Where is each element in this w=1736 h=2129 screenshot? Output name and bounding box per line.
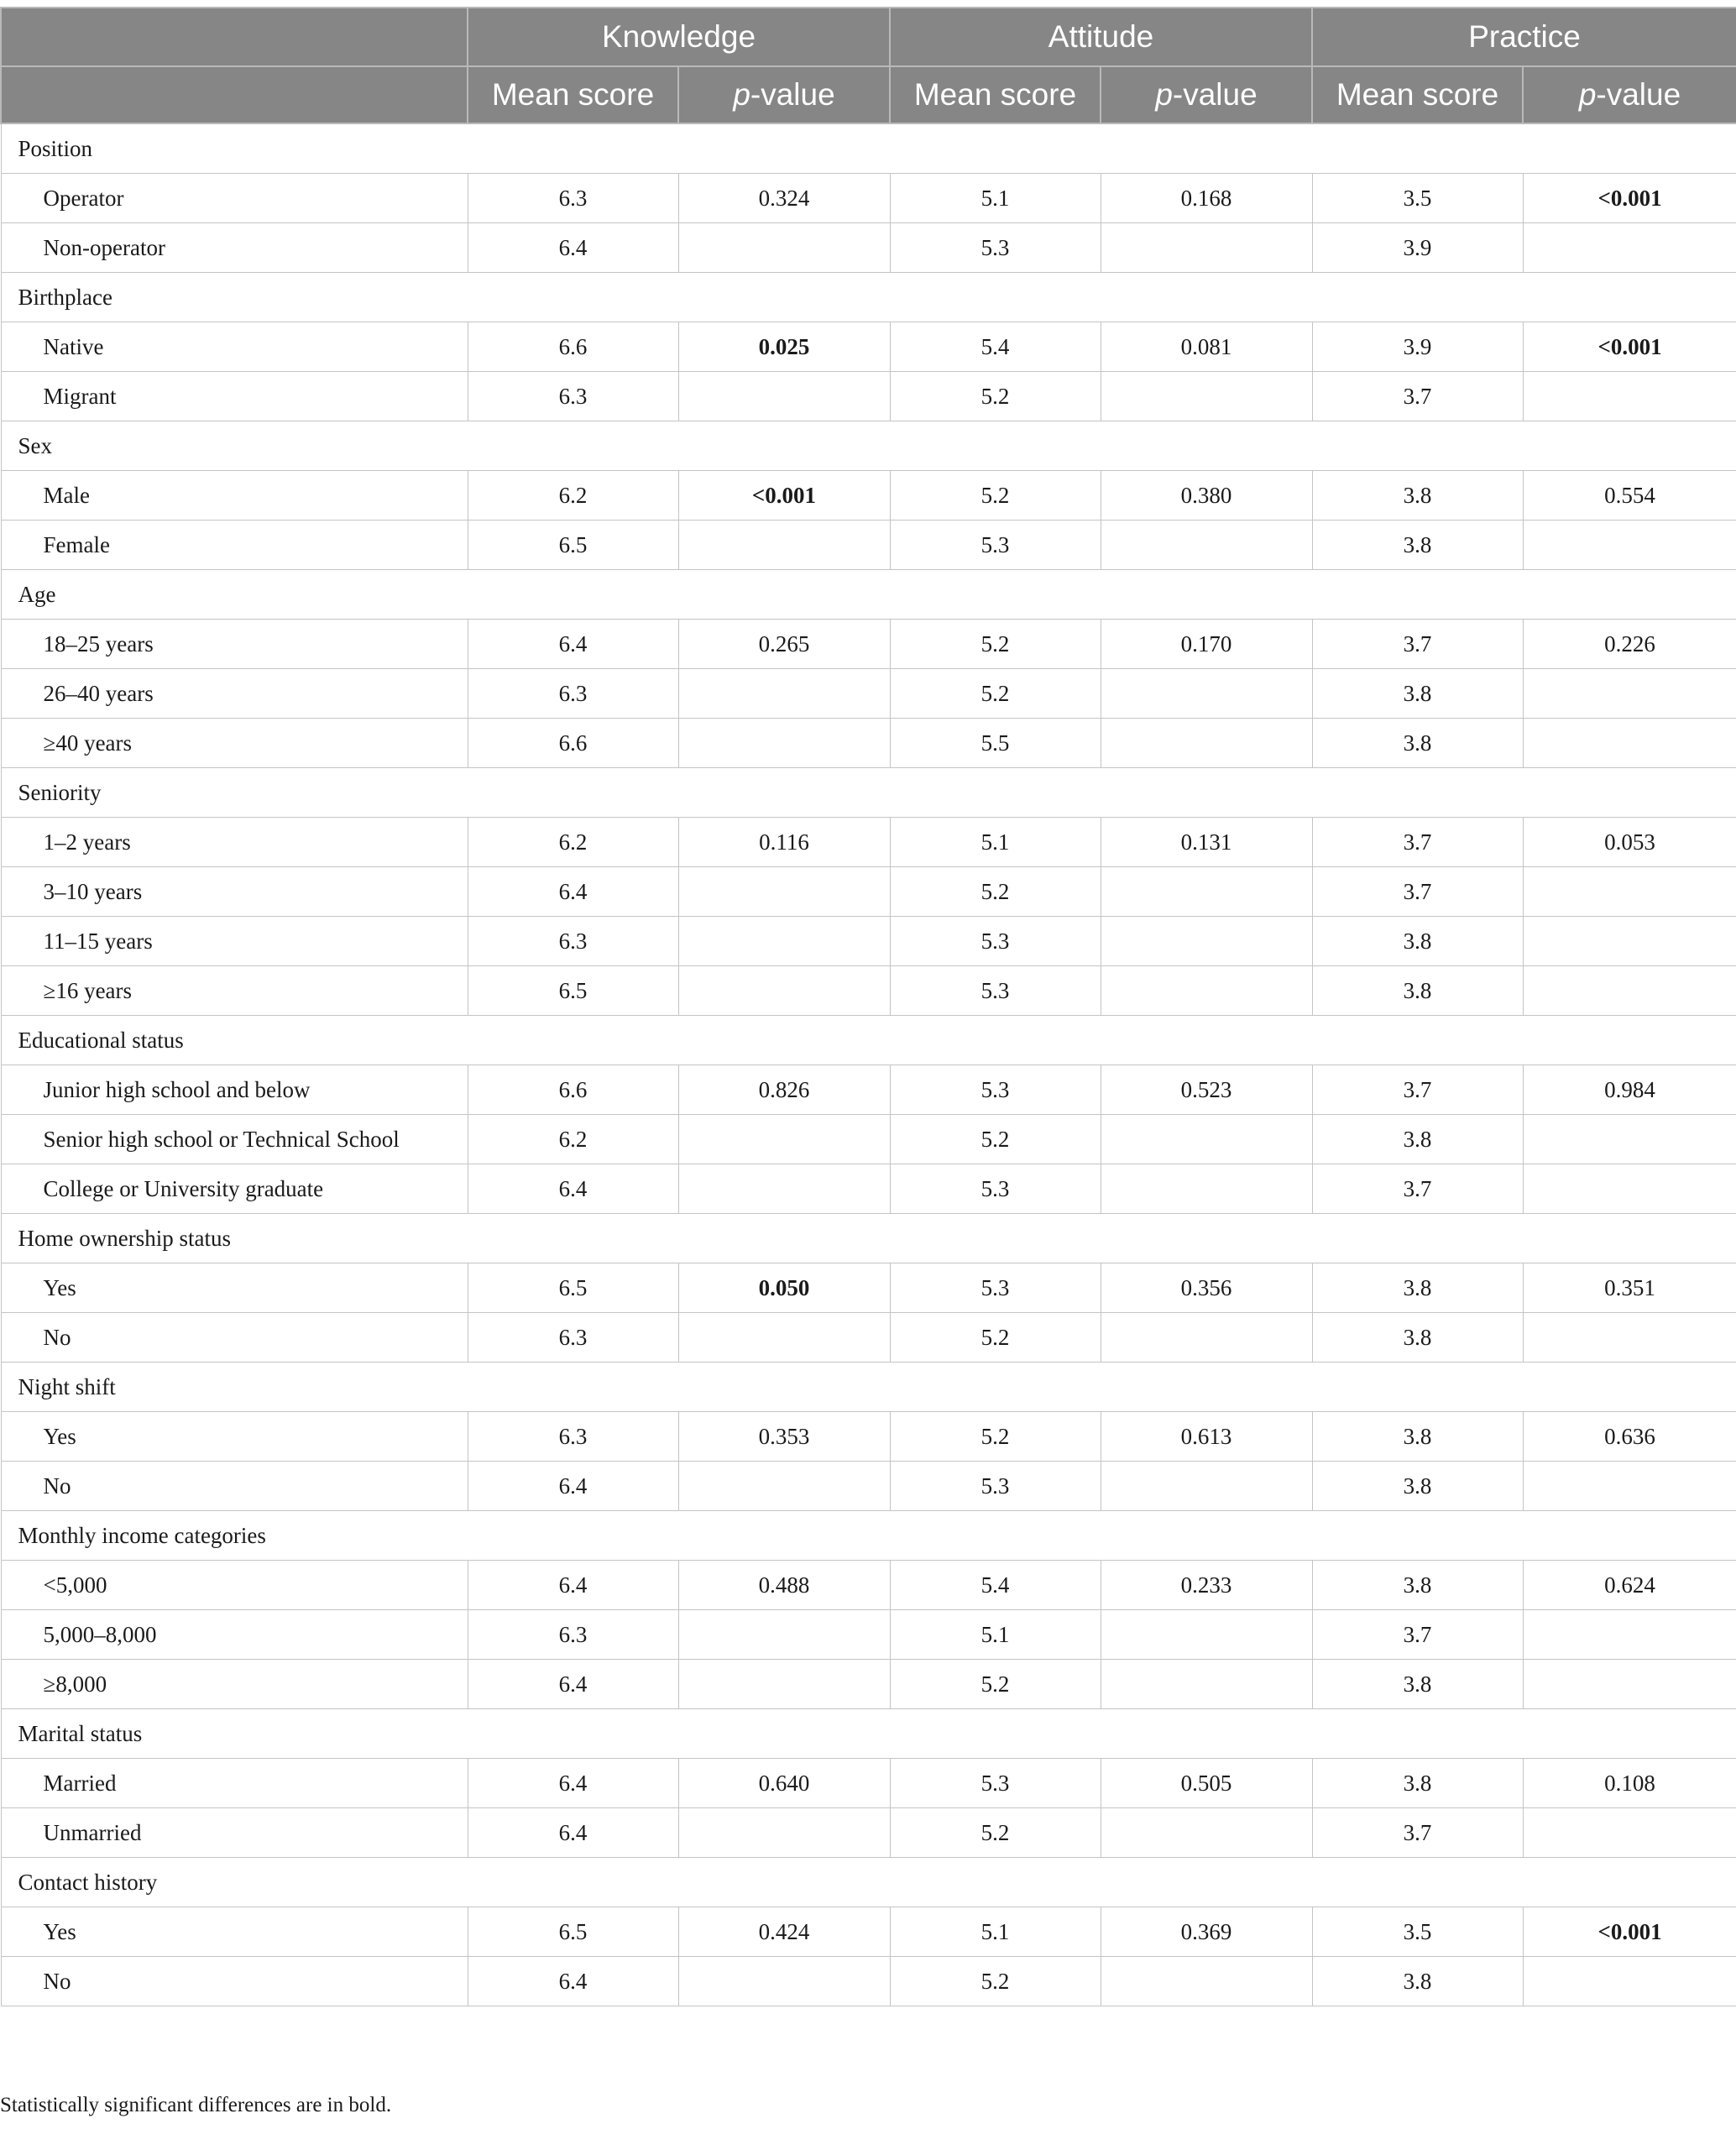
table-row — [1, 1610, 1736, 1660]
group-header-row — [1, 273, 1736, 322]
knowledge-mean-cell: 6.5 — [468, 1263, 678, 1313]
practice-pvalue-cell — [1523, 1660, 1736, 1709]
table-row — [1, 322, 1736, 372]
practice-mean-cell: 3.8 — [1312, 1660, 1523, 1709]
table-row — [1, 669, 1736, 719]
row-label: 11–15 years — [1, 917, 468, 966]
attitude-pvalue-cell: 0.523 — [1101, 1065, 1312, 1115]
table-row — [1, 1115, 1736, 1164]
practice-mean-cell: 3.8 — [1312, 966, 1523, 1016]
header-knowledge: Knowledge — [468, 8, 890, 66]
group-header-row — [1, 421, 1736, 471]
knowledge-mean-cell: 6.3 — [468, 1313, 678, 1363]
practice-mean-cell: 3.5 — [1312, 174, 1523, 223]
attitude-mean-cell: 5.3 — [890, 1462, 1101, 1511]
attitude-pvalue-cell — [1101, 1313, 1312, 1363]
attitude-mean-cell: 5.3 — [890, 917, 1101, 966]
knowledge-mean-cell: 6.4 — [468, 1561, 678, 1610]
attitude-mean-cell: 5.2 — [890, 1808, 1101, 1858]
knowledge-pvalue-cell: 0.826 — [678, 1065, 890, 1115]
group-header-row — [1, 768, 1736, 818]
practice-mean-cell: 3.7 — [1312, 818, 1523, 867]
row-label: Yes — [1, 1263, 468, 1313]
knowledge-pvalue-cell — [678, 966, 890, 1016]
knowledge-pvalue-cell: <0.001 — [678, 471, 890, 520]
knowledge-pvalue-cell: 0.324 — [678, 174, 890, 223]
practice-mean-cell: 3.7 — [1312, 1610, 1523, 1660]
attitude-mean-cell: 5.2 — [890, 1412, 1101, 1462]
table-row — [1, 867, 1736, 917]
group-header-row — [1, 1214, 1736, 1263]
knowledge-pvalue-cell: 0.424 — [678, 1907, 890, 1957]
header-practice-mean: Mean score — [1312, 66, 1523, 123]
practice-mean-cell: 3.8 — [1312, 719, 1523, 768]
knowledge-pvalue-cell — [678, 1313, 890, 1363]
attitude-mean-cell: 5.1 — [890, 1610, 1101, 1660]
header-knowledge-pvalue — [678, 66, 890, 123]
attitude-pvalue-cell: 0.168 — [1101, 174, 1312, 223]
knowledge-mean-cell: 6.6 — [468, 719, 678, 768]
row-label: ≥16 years — [1, 966, 468, 1016]
attitude-mean-cell: 5.3 — [890, 1065, 1101, 1115]
knowledge-mean-cell: 6.5 — [468, 520, 678, 570]
group-label: Seniority — [1, 768, 1736, 818]
header-row-metrics — [1, 66, 1736, 123]
table-row — [1, 966, 1736, 1016]
table-row — [1, 1313, 1736, 1363]
group-label: Home ownership status — [1, 1214, 1736, 1263]
practice-mean-cell: 3.8 — [1312, 1957, 1523, 2006]
table-row — [1, 818, 1736, 867]
table-row — [1, 520, 1736, 570]
attitude-pvalue-cell — [1101, 1660, 1312, 1709]
practice-mean-cell: 3.8 — [1312, 917, 1523, 966]
attitude-mean-cell: 5.4 — [890, 1561, 1101, 1610]
practice-pvalue-cell: 0.624 — [1523, 1561, 1736, 1610]
attitude-mean-cell: 5.1 — [890, 174, 1101, 223]
practice-pvalue-cell — [1523, 966, 1736, 1016]
row-label: Female — [1, 520, 468, 570]
group-label: Position — [1, 123, 1736, 174]
practice-mean-cell: 3.8 — [1312, 1412, 1523, 1462]
p-rest: -value — [1172, 77, 1258, 112]
knowledge-pvalue-cell — [678, 372, 890, 421]
practice-mean-cell: 3.9 — [1312, 322, 1523, 372]
practice-pvalue-cell — [1523, 1313, 1736, 1363]
header-attitude-pvalue — [1101, 66, 1312, 123]
practice-pvalue-cell — [1523, 520, 1736, 570]
table-row — [1, 1065, 1736, 1115]
table-row — [1, 1263, 1736, 1313]
header-practice-pvalue — [1523, 66, 1736, 123]
group-header-row — [1, 570, 1736, 620]
group-header-row — [1, 1363, 1736, 1412]
practice-mean-cell: 3.7 — [1312, 867, 1523, 917]
attitude-pvalue-cell: 0.613 — [1101, 1412, 1312, 1462]
knowledge-mean-cell: 6.3 — [468, 1412, 678, 1462]
table-row — [1, 1462, 1736, 1511]
knowledge-mean-cell: 6.4 — [468, 1808, 678, 1858]
practice-pvalue-cell: <0.001 — [1523, 174, 1736, 223]
group-label: Age — [1, 570, 1736, 620]
attitude-pvalue-cell: 0.380 — [1101, 471, 1312, 520]
practice-pvalue-cell — [1523, 867, 1736, 917]
attitude-pvalue-cell — [1101, 966, 1312, 1016]
practice-mean-cell: 3.7 — [1312, 1065, 1523, 1115]
row-label: College or University graduate — [1, 1164, 468, 1214]
practice-pvalue-cell — [1523, 669, 1736, 719]
attitude-pvalue-cell — [1101, 1808, 1312, 1858]
row-label: No — [1, 1957, 468, 2006]
attitude-pvalue-cell — [1101, 917, 1312, 966]
table-row — [1, 1957, 1736, 2006]
group-label: Monthly income categories — [1, 1511, 1736, 1561]
row-label: Yes — [1, 1907, 468, 1957]
table-row — [1, 223, 1736, 273]
attitude-mean-cell: 5.2 — [890, 471, 1101, 520]
attitude-pvalue-cell: 0.233 — [1101, 1561, 1312, 1610]
knowledge-mean-cell: 6.4 — [468, 223, 678, 273]
attitude-mean-cell: 5.2 — [890, 669, 1101, 719]
knowledge-pvalue-cell — [678, 1660, 890, 1709]
practice-mean-cell: 3.5 — [1312, 1907, 1523, 1957]
attitude-pvalue-cell — [1101, 372, 1312, 421]
header-row-groups — [1, 8, 1736, 66]
knowledge-pvalue-cell — [678, 223, 890, 273]
knowledge-mean-cell: 6.4 — [468, 1957, 678, 2006]
row-label: 26–40 years — [1, 669, 468, 719]
attitude-mean-cell: 5.2 — [890, 867, 1101, 917]
attitude-pvalue-cell: 0.081 — [1101, 322, 1312, 372]
knowledge-pvalue-cell: 0.050 — [678, 1263, 890, 1313]
practice-pvalue-cell — [1523, 1957, 1736, 2006]
row-label: 3–10 years — [1, 867, 468, 917]
knowledge-pvalue-cell — [678, 1115, 890, 1164]
header-corner-2 — [1, 66, 468, 123]
header-attitude: Attitude — [890, 8, 1312, 66]
practice-pvalue-cell — [1523, 1808, 1736, 1858]
p-rest: -value — [1596, 77, 1681, 112]
attitude-pvalue-cell — [1101, 719, 1312, 768]
knowledge-pvalue-cell — [678, 867, 890, 917]
attitude-pvalue-cell: 0.131 — [1101, 818, 1312, 867]
table-row — [1, 1808, 1736, 1858]
row-label: Non-operator — [1, 223, 468, 273]
knowledge-pvalue-cell: 0.640 — [678, 1759, 890, 1808]
practice-mean-cell: 3.7 — [1312, 1164, 1523, 1214]
table-row — [1, 1660, 1736, 1709]
attitude-mean-cell: 5.2 — [890, 1115, 1101, 1164]
table-row — [1, 174, 1736, 223]
row-label: No — [1, 1462, 468, 1511]
knowledge-pvalue-cell: 0.116 — [678, 818, 890, 867]
attitude-mean-cell: 5.3 — [890, 223, 1101, 273]
table-row — [1, 1561, 1736, 1610]
group-label: Educational status — [1, 1016, 1736, 1065]
header-corner — [1, 8, 468, 66]
knowledge-pvalue-cell: 0.353 — [678, 1412, 890, 1462]
practice-mean-cell: 3.8 — [1312, 1561, 1523, 1610]
knowledge-mean-cell: 6.2 — [468, 471, 678, 520]
practice-pvalue-cell: 0.554 — [1523, 471, 1736, 520]
attitude-mean-cell: 5.1 — [890, 818, 1101, 867]
attitude-pvalue-cell: 0.369 — [1101, 1907, 1312, 1957]
group-label: Night shift — [1, 1363, 1736, 1412]
practice-pvalue-cell: 0.226 — [1523, 620, 1736, 669]
table-row — [1, 620, 1736, 669]
table-row — [1, 1759, 1736, 1808]
attitude-mean-cell: 5.3 — [890, 1164, 1101, 1214]
knowledge-pvalue-cell — [678, 1164, 890, 1214]
knowledge-pvalue-cell — [678, 669, 890, 719]
knowledge-pvalue-cell — [678, 1957, 890, 2006]
practice-mean-cell: 3.7 — [1312, 620, 1523, 669]
table-body — [1, 123, 1736, 2006]
table-row — [1, 471, 1736, 520]
row-label: Married — [1, 1759, 468, 1808]
knowledge-pvalue-cell — [678, 719, 890, 768]
row-label: ≥8,000 — [1, 1660, 468, 1709]
group-header-row — [1, 1709, 1736, 1759]
attitude-pvalue-cell — [1101, 520, 1312, 570]
group-header-row — [1, 1016, 1736, 1065]
attitude-mean-cell: 5.2 — [890, 1957, 1101, 2006]
row-label: Native — [1, 322, 468, 372]
knowledge-mean-cell: 6.6 — [468, 1065, 678, 1115]
row-label: Yes — [1, 1412, 468, 1462]
practice-pvalue-cell: 0.108 — [1523, 1759, 1736, 1808]
knowledge-mean-cell: 6.3 — [468, 669, 678, 719]
attitude-mean-cell: 5.2 — [890, 620, 1101, 669]
knowledge-pvalue-cell — [678, 520, 890, 570]
attitude-pvalue-cell — [1101, 1610, 1312, 1660]
practice-mean-cell: 3.7 — [1312, 372, 1523, 421]
table-row — [1, 1907, 1736, 1957]
attitude-pvalue-cell — [1101, 223, 1312, 273]
knowledge-pvalue-cell — [678, 1610, 890, 1660]
knowledge-pvalue-cell — [678, 917, 890, 966]
practice-mean-cell: 3.8 — [1312, 1313, 1523, 1363]
attitude-mean-cell: 5.2 — [890, 1660, 1101, 1709]
practice-mean-cell: 3.8 — [1312, 669, 1523, 719]
attitude-mean-cell: 5.5 — [890, 719, 1101, 768]
attitude-mean-cell: 5.3 — [890, 520, 1101, 570]
practice-mean-cell: 3.9 — [1312, 223, 1523, 273]
row-label: Migrant — [1, 372, 468, 421]
knowledge-mean-cell: 6.3 — [468, 372, 678, 421]
practice-pvalue-cell — [1523, 1164, 1736, 1214]
row-label: ≥40 years — [1, 719, 468, 768]
practice-pvalue-cell — [1523, 719, 1736, 768]
row-label: Male — [1, 471, 468, 520]
group-label: Marital status — [1, 1709, 1736, 1759]
practice-mean-cell: 3.8 — [1312, 1759, 1523, 1808]
group-header-row — [1, 1511, 1736, 1561]
practice-mean-cell: 3.8 — [1312, 1115, 1523, 1164]
attitude-pvalue-cell — [1101, 1462, 1312, 1511]
table-row — [1, 1164, 1736, 1214]
knowledge-mean-cell: 6.2 — [468, 1115, 678, 1164]
attitude-pvalue-cell — [1101, 669, 1312, 719]
knowledge-pvalue-cell — [678, 1462, 890, 1511]
row-label: Operator — [1, 174, 468, 223]
knowledge-mean-cell: 6.3 — [468, 1610, 678, 1660]
kap-results-table — [0, 7, 1736, 2006]
practice-mean-cell: 3.8 — [1312, 1462, 1523, 1511]
knowledge-mean-cell: 6.4 — [468, 1759, 678, 1808]
row-label: Junior high school and below — [1, 1065, 468, 1115]
table-row — [1, 719, 1736, 768]
practice-pvalue-cell: <0.001 — [1523, 322, 1736, 372]
attitude-pvalue-cell — [1101, 1115, 1312, 1164]
attitude-pvalue-cell: 0.505 — [1101, 1759, 1312, 1808]
attitude-pvalue-cell — [1101, 1164, 1312, 1214]
practice-pvalue-cell: 0.351 — [1523, 1263, 1736, 1313]
attitude-pvalue-cell: 0.170 — [1101, 620, 1312, 669]
practice-pvalue-cell — [1523, 917, 1736, 966]
p-italic: p — [1578, 77, 1597, 112]
knowledge-pvalue-cell — [678, 1808, 890, 1858]
practice-pvalue-cell — [1523, 1610, 1736, 1660]
attitude-pvalue-cell: 0.356 — [1101, 1263, 1312, 1313]
knowledge-mean-cell: 6.3 — [468, 174, 678, 223]
knowledge-mean-cell: 6.4 — [468, 867, 678, 917]
practice-mean-cell: 3.8 — [1312, 471, 1523, 520]
practice-pvalue-cell — [1523, 223, 1736, 273]
knowledge-mean-cell: 6.6 — [468, 322, 678, 372]
practice-pvalue-cell — [1523, 372, 1736, 421]
practice-mean-cell: 3.8 — [1312, 1263, 1523, 1313]
p-rest: -value — [750, 77, 835, 112]
row-label: Senior high school or Technical School — [1, 1115, 468, 1164]
table-row — [1, 1412, 1736, 1462]
knowledge-mean-cell: 6.2 — [468, 818, 678, 867]
practice-pvalue-cell: <0.001 — [1523, 1907, 1736, 1957]
knowledge-pvalue-cell: 0.265 — [678, 620, 890, 669]
knowledge-mean-cell: 6.4 — [468, 620, 678, 669]
table-row — [1, 917, 1736, 966]
attitude-mean-cell: 5.4 — [890, 322, 1101, 372]
group-label: Contact history — [1, 1858, 1736, 1907]
attitude-pvalue-cell — [1101, 867, 1312, 917]
knowledge-mean-cell: 6.4 — [468, 1462, 678, 1511]
p-italic: p — [733, 77, 750, 112]
row-label: Unmarried — [1, 1808, 468, 1858]
attitude-mean-cell: 5.3 — [890, 1263, 1101, 1313]
table-row — [1, 372, 1736, 421]
attitude-mean-cell: 5.3 — [890, 966, 1101, 1016]
attitude-mean-cell: 5.3 — [890, 1759, 1101, 1808]
practice-pvalue-cell — [1523, 1462, 1736, 1511]
knowledge-mean-cell: 6.3 — [468, 917, 678, 966]
row-label: <5,000 — [1, 1561, 468, 1610]
practice-pvalue-cell: 0.053 — [1523, 818, 1736, 867]
row-label: No — [1, 1313, 468, 1363]
group-label: Sex — [1, 421, 1736, 471]
practice-pvalue-cell: 0.984 — [1523, 1065, 1736, 1115]
knowledge-mean-cell: 6.5 — [468, 1907, 678, 1957]
knowledge-pvalue-cell: 0.488 — [678, 1561, 890, 1610]
p-italic: p — [1155, 77, 1173, 112]
header-attitude-mean: Mean score — [890, 66, 1101, 123]
practice-pvalue-cell — [1523, 1115, 1736, 1164]
table-footnote: Statistically significant differences are in bold. — [0, 2094, 392, 2116]
attitude-mean-cell: 5.2 — [890, 1313, 1101, 1363]
knowledge-mean-cell: 6.5 — [468, 966, 678, 1016]
attitude-mean-cell: 5.1 — [890, 1907, 1101, 1957]
practice-pvalue-cell: 0.636 — [1523, 1412, 1736, 1462]
knowledge-mean-cell: 6.4 — [468, 1660, 678, 1709]
attitude-pvalue-cell — [1101, 1957, 1312, 2006]
header-knowledge-mean: Mean score — [468, 66, 678, 123]
row-label: 18–25 years — [1, 620, 468, 669]
knowledge-mean-cell: 6.4 — [468, 1164, 678, 1214]
row-label: 1–2 years — [1, 818, 468, 867]
group-header-row — [1, 123, 1736, 174]
practice-mean-cell: 3.8 — [1312, 520, 1523, 570]
knowledge-pvalue-cell: 0.025 — [678, 322, 890, 372]
group-header-row — [1, 1858, 1736, 1907]
row-label: 5,000–8,000 — [1, 1610, 468, 1660]
group-label: Birthplace — [1, 273, 1736, 322]
header-practice: Practice — [1312, 8, 1736, 66]
attitude-mean-cell: 5.2 — [890, 372, 1101, 421]
practice-mean-cell: 3.7 — [1312, 1808, 1523, 1858]
